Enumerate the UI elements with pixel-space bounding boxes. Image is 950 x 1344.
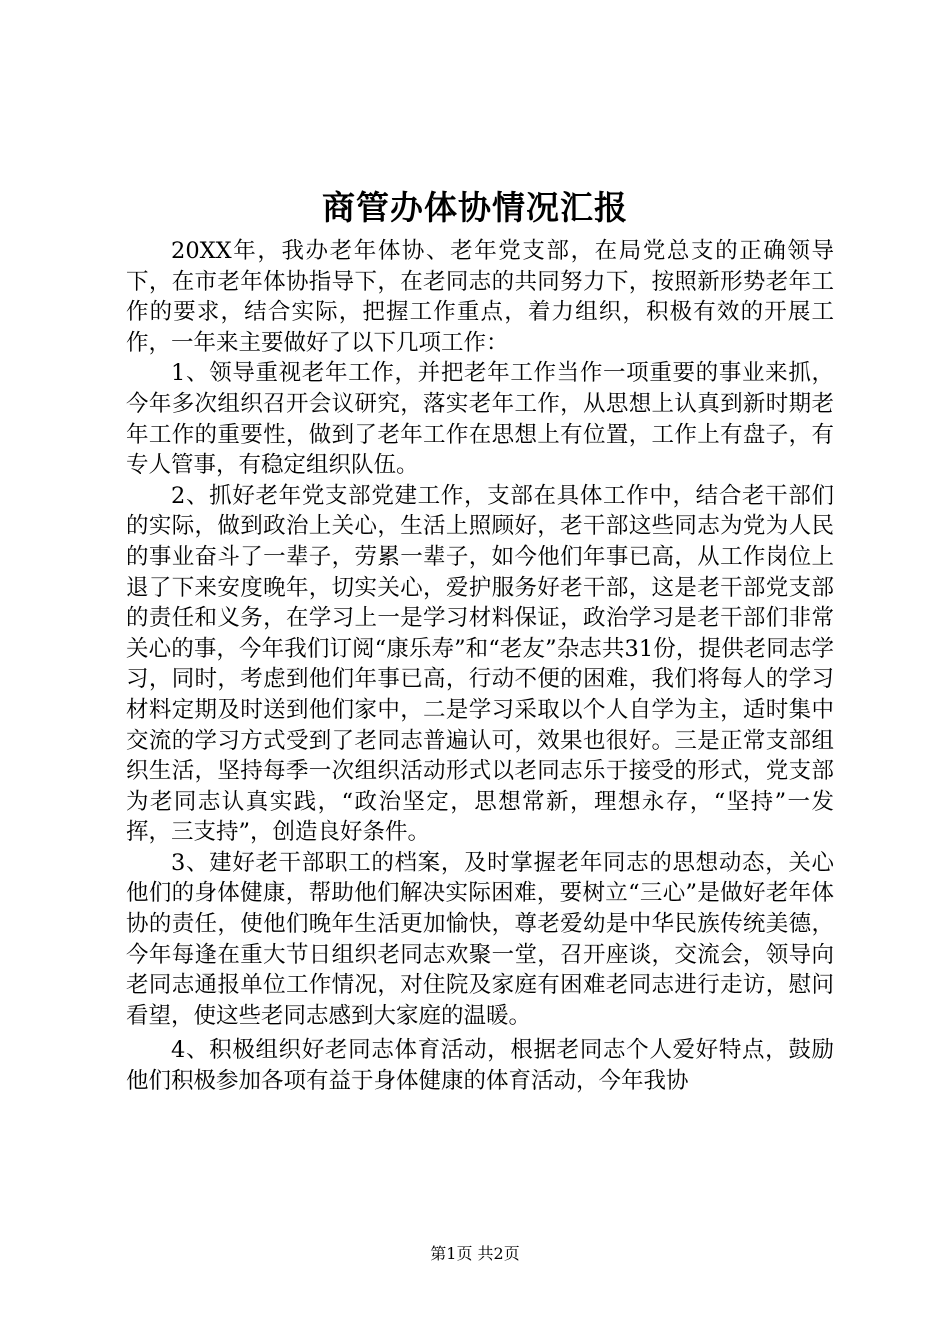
paragraph-intro: 20XX年，我办老年体协、老年党支部，在局党总支的正确领导下，在市老年体协指导下，在老同志的共同努力下，按照新形势老年工作的要求，结合实际，把握工作重点，着力组织，积极有效的开展工作，一年来主要做好了以下几项工作： xyxy=(126,238,834,356)
paragraph-item-2: 2、抓好老年党支部党建工作，支部在具体工作中，结合老干部们的实际，做到政治上关心，生活上照顾好，老干部这些同志为党为人民的事业奋斗了一辈子，劳累一辈子，如今他们年事已高，从工作岗位上退了下来安度晚年，切实关心，爱护服务好老干部，这是老干部党支部的责任和义务，在学习上一是学习材料保证，政治学习是老干部们非常关心的事，今年我们订阅“康乐寿”和“老友”杂志共31份，提供老同志学习，同时，考虑到他们年事已高，行动不便的困难，我们将每人的学习材料定期及时送到他们家中，二是学习采取以个人自学为主，适时集中交流的学习方式受到了老同志普遍认可，效果也很好。三是正常支部组织生活，坚持每季一次组织活动形式以老同志乐于接受的形式，党支部为老同志认真实践，“政治坚定，思想常新，理想永存，“坚持”一发挥，三支持”，创造良好条件。 xyxy=(126,482,834,846)
paragraph-item-4: 4、积极组织好老同志体育活动，根据老同志个人爱好特点，鼓励他们积极参加各项有益于身体健康的体育活动，今年我协 xyxy=(126,1037,834,1095)
paragraph-item-3: 3、建好老干部职工的档案，及时掌握老年同志的思想动态，关心他们的身体健康，帮助他们解决实际困难，要树立“三心”是做好老年体协的责任，使他们晚年生活更加愉快，尊老爱幼是中华民族传统美德，今年每逢在重大节日组织老同志欢聚一堂，召开座谈，交流会，领导向老同志通报单位工作情况，对住院及家庭有困难老同志进行走访，慰问看望，使这些老同志感到大家庭的温暖。 xyxy=(126,849,834,1029)
document-body xyxy=(126,236,834,1097)
page-footer: 第1页 共2页 xyxy=(430,1244,520,1263)
paragraph-item-1: 1、领导重视老年工作，并把老年工作当作一项重要的事业来抓，今年多次组织召开会议研究，落实老年工作，从思想上认真到新时期老年工作的重要性，做到了老年工作在思想上有位置，工作上有盘子，有专人管事，有稳定组织队伍。 xyxy=(126,360,834,479)
document-title: 商管办体协情况汇报 xyxy=(322,188,628,227)
